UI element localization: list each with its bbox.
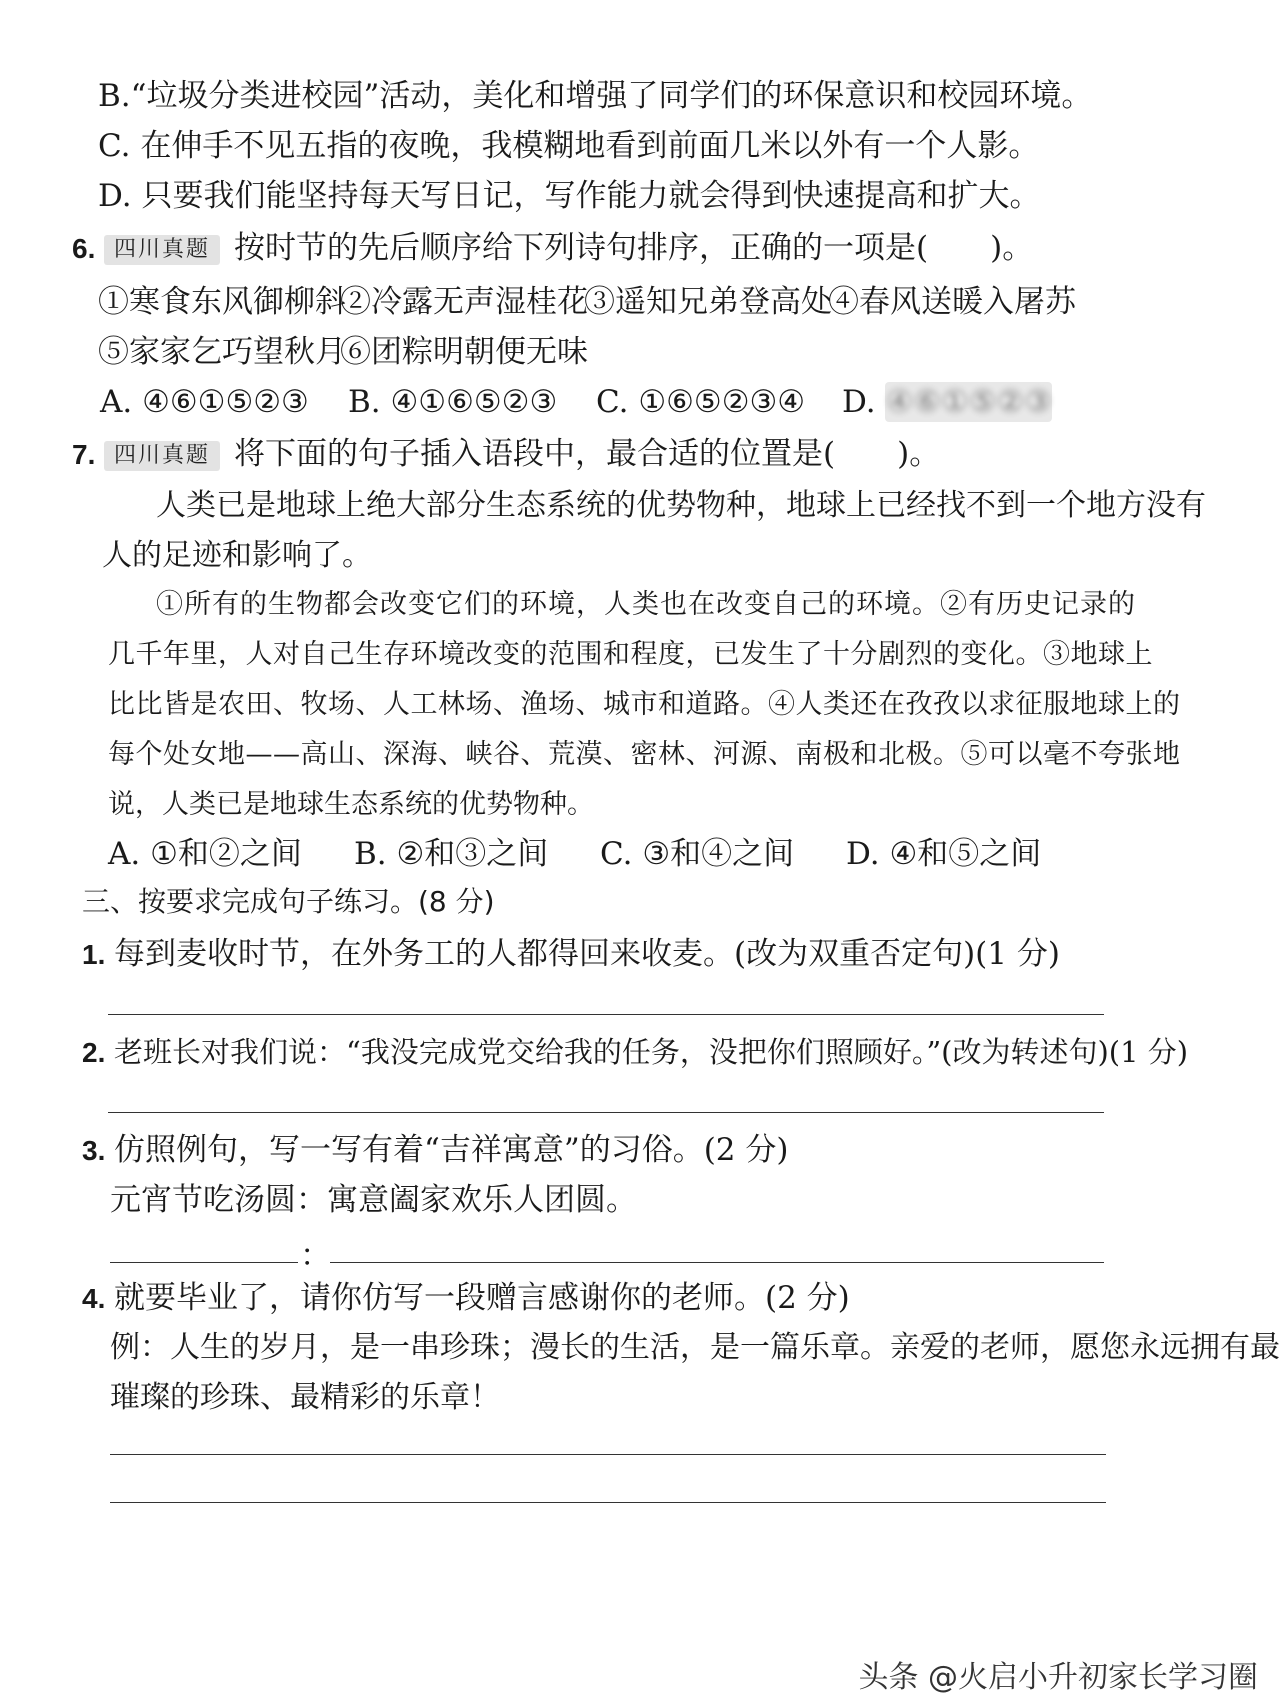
q6-source-badge: 四川真题	[104, 235, 220, 265]
q6-option-c: C. ①⑥⑤②③④	[596, 384, 806, 420]
q7-option-d: D. ④和⑤之间	[846, 836, 1042, 872]
q5-option-b: B.“垃圾分类进校园”活动，美化和增强了同学们的环保意识和校园环境。	[98, 78, 1093, 114]
q7-number: 7.	[72, 439, 96, 470]
q6-number: 6.	[72, 233, 96, 264]
s3-q4-example-line2: 璀璨的珍珠、最精彩的乐章！	[110, 1380, 500, 1415]
s3-q3-example: 元宵节吃汤圆：寓意阖家欢乐人团圆。	[110, 1182, 637, 1218]
question-6	[72, 228, 1033, 269]
s3-q2-number: 2.	[82, 1037, 106, 1068]
watermark: 头条 @火启小升初家长学习圈	[858, 1660, 1258, 1695]
s3-question-2	[82, 1032, 1188, 1073]
section-3-title: 三、按要求完成句子练习。(8 分)	[82, 885, 495, 918]
q6-option-d-label: D.	[842, 384, 876, 420]
q6-option-d	[842, 382, 1052, 422]
q7-source-badge: 四川真题	[104, 441, 220, 471]
s3-q4-text: 就要毕业了，请你仿写一段赠言感谢你的老师。(2 分)	[114, 1280, 850, 1316]
q6-stem: 按时节的先后顺序给下列诗句排序，正确的一项是( )。	[234, 230, 1034, 266]
s3-q2-answer-line[interactable]	[108, 1112, 1104, 1113]
q6-item-2: ②冷露无声湿桂花	[340, 284, 588, 320]
q6-option-d-obscured: ④⑥①⑤②③	[885, 384, 1053, 420]
q7-passage-line: 每个处女地——高山、深海、峡谷、荒漠、密林、河源、南极和北极。⑤可以毫不夸张地	[108, 739, 1181, 770]
q6-item-3: ③遥知兄弟登高处	[584, 284, 832, 320]
q7-option-b: B. ②和③之间	[354, 836, 549, 872]
q6-option-a: A. ④⑥①⑤②③	[100, 384, 309, 420]
q5-option-d: D. 只要我们能坚持每天写日记，写作能力就会得到快速提高和扩大。	[98, 178, 1041, 214]
s3-q4-answer-line[interactable]	[110, 1454, 1106, 1455]
q7-insert-sentence-line2: 人的足迹和影响了。	[102, 538, 372, 573]
q6-item-5: ⑤家家乞巧望秋月	[98, 334, 346, 370]
s3-question-3	[82, 1130, 788, 1171]
s3-question-4	[82, 1278, 850, 1319]
q7-passage-line: ①所有的生物都会改变它们的环境，人类也在改变自己的环境。②有历史记录的	[156, 589, 1136, 620]
s3-q4-answer-line[interactable]	[110, 1502, 1106, 1503]
s3-q1-answer-line[interactable]	[108, 1014, 1104, 1015]
s3-q4-number: 4.	[82, 1283, 106, 1314]
q7-passage-line: 比比皆是农田、牧场、人工林场、渔场、城市和道路。④人类还在孜孜以求征服地球上的	[108, 689, 1181, 720]
s3-q3-colon: ：	[300, 1238, 331, 1274]
s3-q1-text: 每到麦收时节，在外务工的人都得回来收麦。(改为双重否定句)(1 分)	[114, 936, 1060, 972]
question-7	[72, 434, 940, 475]
q7-stem: 将下面的句子插入语段中，最合适的位置是( )。	[234, 436, 941, 472]
q6-item-1: ①寒食东风御柳斜	[98, 284, 346, 320]
s3-q3-number: 3.	[82, 1135, 106, 1166]
s3-q1-number: 1.	[82, 939, 106, 970]
q7-option-c: C. ③和④之间	[600, 836, 795, 872]
s3-q2-text: 老班长对我们说：“我没完成党交给我的任务，没把你们照顾好。”(改为转述句)(1 分)	[114, 1035, 1189, 1069]
q7-passage-line: 说，人类已是地球生态系统的优势物种。	[108, 789, 594, 820]
s3-question-1	[82, 934, 1060, 975]
s3-q3-custom-blank[interactable]	[110, 1262, 298, 1263]
s3-q4-example-line1: 例：人生的岁月，是一串珍珠；漫长的生活，是一篇乐章。亲爱的老师，愿您永远拥有最	[110, 1330, 1280, 1365]
q7-passage-line: 几千年里，人对自己生存环境改变的范围和程度，已发生了十分剧烈的变化。③地球上	[108, 639, 1153, 670]
q6-item-4: ④春风送暖入屠苏	[828, 284, 1076, 320]
q7-option-a: A. ①和②之间	[108, 836, 302, 872]
q6-option-b: B. ④①⑥⑤②③	[348, 384, 558, 420]
s3-q3-meaning-blank[interactable]	[330, 1262, 1104, 1263]
q7-insert-sentence-line1: 人类已是地球上绝大部分生态系统的优势物种，地球上已经找不到一个地方没有	[156, 488, 1206, 523]
q5-option-c: C. 在伸手不见五指的夜晚，我模糊地看到前面几米以外有一个人影。	[98, 128, 1040, 164]
s3-q3-text: 仿照例句，写一写有着“吉祥寓意”的习俗。(2 分)	[114, 1132, 789, 1168]
q6-item-6: ⑥团粽明朝便无味	[340, 334, 588, 370]
